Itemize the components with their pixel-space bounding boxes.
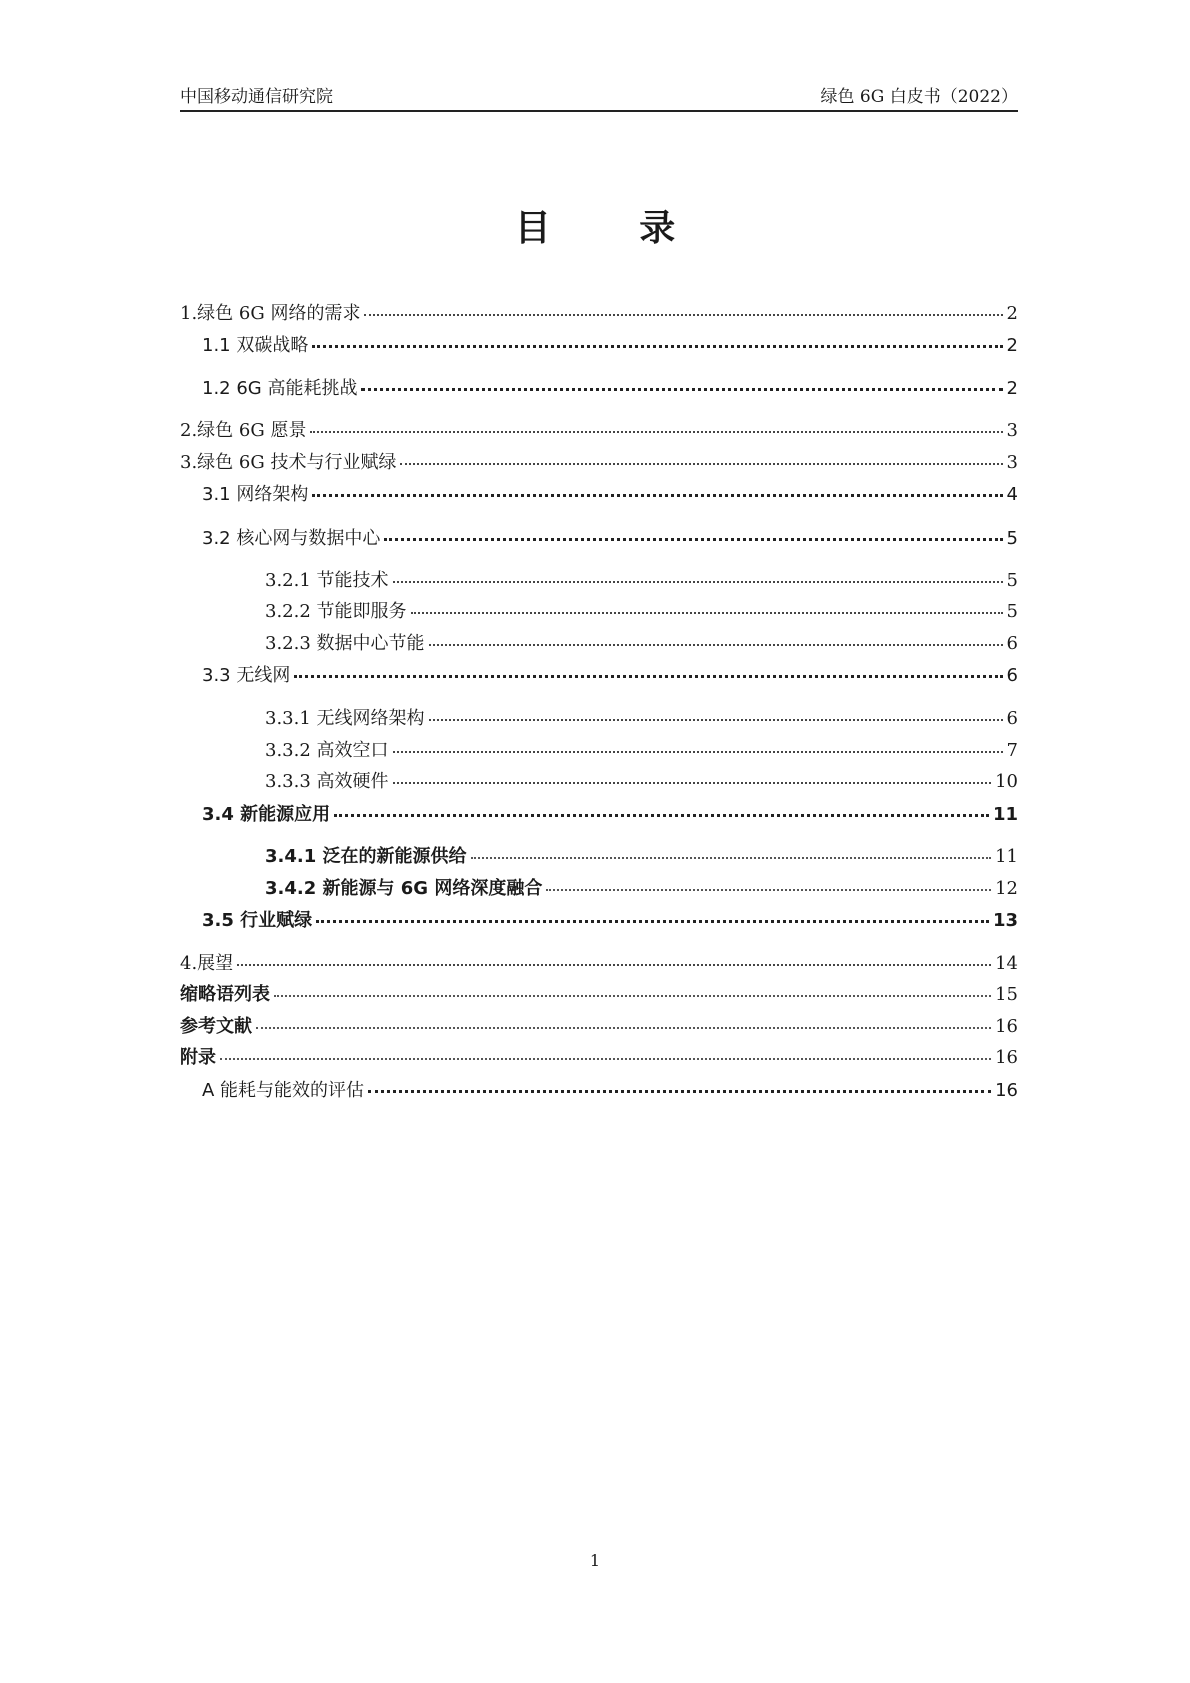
- toc-entry-page: 2: [1006, 378, 1018, 399]
- toc-entry-label: 3.3.2 高效空口: [265, 740, 389, 761]
- toc-leader-dots: [384, 537, 1002, 541]
- toc-leader-dots: [411, 611, 1003, 614]
- toc-entry-page: 15: [995, 984, 1018, 1005]
- toc-entry-1[interactable]: [180, 302, 1018, 326]
- toc-entry-abbreviations[interactable]: [180, 983, 1018, 1007]
- toc-entry-page: 6: [1006, 708, 1018, 729]
- toc-entry-label: 3.1 网络架构: [202, 484, 309, 505]
- toc-entry-1-1[interactable]: [180, 334, 1018, 358]
- toc-entry-label: 参考文献: [180, 1016, 252, 1037]
- toc-leader-dots: [393, 781, 992, 784]
- toc-entry-page: 5: [1006, 528, 1018, 549]
- header-document-title: 绿色 6G 白皮书（2022）: [820, 87, 1018, 107]
- toc-entry-page: 6: [1006, 633, 1018, 654]
- toc-entry-3-3-3[interactable]: [180, 770, 1018, 794]
- toc-leader-dots: [220, 1057, 991, 1060]
- toc-entry-3-5[interactable]: [180, 909, 1018, 933]
- toc-entry-page: 10: [995, 771, 1018, 792]
- toc-entry-label: 3.4 新能源应用: [202, 804, 331, 825]
- toc-entry-3-1[interactable]: [180, 483, 1018, 507]
- toc-entry-page: 16: [995, 1080, 1018, 1101]
- toc-leader-dots: [400, 462, 1002, 465]
- toc-entry-page: 5: [1006, 601, 1018, 622]
- toc-leader-dots: [312, 344, 1002, 348]
- toc-entry-3-2-1[interactable]: [180, 569, 1018, 593]
- toc-entry-2[interactable]: [180, 419, 1018, 443]
- toc-entry-page: 5: [1006, 570, 1018, 591]
- toc-entry-label: 1.1 双碳战略: [202, 335, 309, 356]
- toc-entry-3-3-1[interactable]: [180, 707, 1018, 731]
- toc-entry-appendix[interactable]: [180, 1046, 1018, 1070]
- toc-entry-label: 3.绿色 6G 技术与行业赋绿: [180, 452, 397, 473]
- toc-entry-references[interactable]: [180, 1015, 1018, 1039]
- toc-leader-dots: [237, 963, 991, 966]
- toc-leader-dots: [361, 387, 1002, 391]
- toc-entry-label: 3.2.1 节能技术: [265, 570, 389, 591]
- toc-entry-label: 附录: [180, 1047, 216, 1068]
- toc-entry-label: 3.4.1 泛在的新能源供给: [265, 846, 467, 867]
- toc-leader-dots: [429, 643, 1003, 646]
- toc-leader-dots: [294, 674, 1002, 678]
- toc-leader-dots: [334, 813, 989, 817]
- toc-entry-page: 2: [1006, 335, 1018, 356]
- toc-leader-dots: [546, 888, 991, 891]
- toc-leader-dots: [274, 994, 991, 997]
- toc-entry-label: 3.3 无线网: [202, 665, 291, 686]
- toc-entry-label: 2.绿色 6G 愿景: [180, 420, 307, 441]
- toc-entry-1-2[interactable]: [180, 377, 1018, 401]
- toc-entry-label: A 能耗与能效的评估: [202, 1080, 365, 1101]
- toc-entry-label: 1.2 6G 高能耗挑战: [202, 378, 358, 399]
- toc-entry-appendix-a[interactable]: [180, 1079, 1018, 1103]
- toc-entry-label: 3.2 核心网与数据中心: [202, 528, 381, 549]
- toc-entry-label: 3.2.2 节能即服务: [265, 601, 407, 622]
- toc-leader-dots: [429, 718, 1003, 721]
- toc-entry-page: 13: [992, 910, 1018, 931]
- toc-entry-3-4-1[interactable]: [180, 845, 1018, 869]
- toc-entry-3-4[interactable]: [180, 803, 1018, 827]
- toc-entry-label: 3.3.1 无线网络架构: [265, 708, 425, 729]
- toc-entry-3-4-2[interactable]: [180, 877, 1018, 901]
- page-number: 1: [589, 1551, 601, 1570]
- toc-entry-label: 3.3.3 高效硬件: [265, 771, 389, 792]
- toc-leader-dots: [368, 1089, 991, 1093]
- toc-entry-label: 3.4.2 新能源与 6G 网络深度融合: [265, 878, 543, 899]
- toc-entry-page: 14: [995, 953, 1018, 974]
- toc-entry-page: 2: [1006, 303, 1018, 324]
- toc-leader-dots: [393, 750, 1003, 753]
- toc-leader-dots: [316, 919, 989, 923]
- toc-entry-label: 4.展望: [180, 953, 234, 974]
- toc-entry-page: 16: [995, 1016, 1018, 1037]
- toc-entry-page: 16: [995, 1047, 1018, 1068]
- toc-entry-3-2[interactable]: [180, 527, 1018, 551]
- toc-entry-page: 6: [1006, 665, 1018, 686]
- toc-entry-page: 3: [1006, 420, 1018, 441]
- toc-leader-dots: [310, 430, 1002, 433]
- toc-leader-dots: [393, 580, 1003, 583]
- page-header: [180, 84, 1018, 112]
- header-organization: 中国移动通信研究院: [180, 87, 333, 107]
- toc-entry-label: 缩略语列表: [180, 984, 270, 1005]
- toc-leader-dots: [364, 313, 1002, 316]
- toc-entry-3-2-2[interactable]: [180, 600, 1018, 624]
- toc-entry-3-2-3[interactable]: [180, 632, 1018, 656]
- toc-entry-page: 7: [1006, 740, 1018, 761]
- toc-entry-3-3[interactable]: [180, 664, 1018, 688]
- toc-entry-label: 3.5 行业赋绿: [202, 910, 313, 931]
- toc-leader-dots: [256, 1026, 991, 1029]
- toc-entry-page: 3: [1006, 452, 1018, 473]
- toc-entry-page: 4: [1006, 484, 1018, 505]
- toc-entry-page: 12: [995, 878, 1018, 899]
- toc-entry-4[interactable]: [180, 952, 1018, 976]
- toc-entry-page: 11: [992, 804, 1018, 825]
- toc-entry-3-3-2[interactable]: [180, 739, 1018, 763]
- toc-entry-label: 1.绿色 6G 网络的需求: [180, 303, 361, 324]
- toc-entry-page: 11: [995, 846, 1018, 867]
- toc-leader-dots: [471, 856, 992, 859]
- toc-leader-dots: [312, 493, 1002, 497]
- page-title: 目 录: [514, 208, 714, 249]
- toc-entry-3[interactable]: [180, 451, 1018, 475]
- toc-entry-label: 3.2.3 数据中心节能: [265, 633, 425, 654]
